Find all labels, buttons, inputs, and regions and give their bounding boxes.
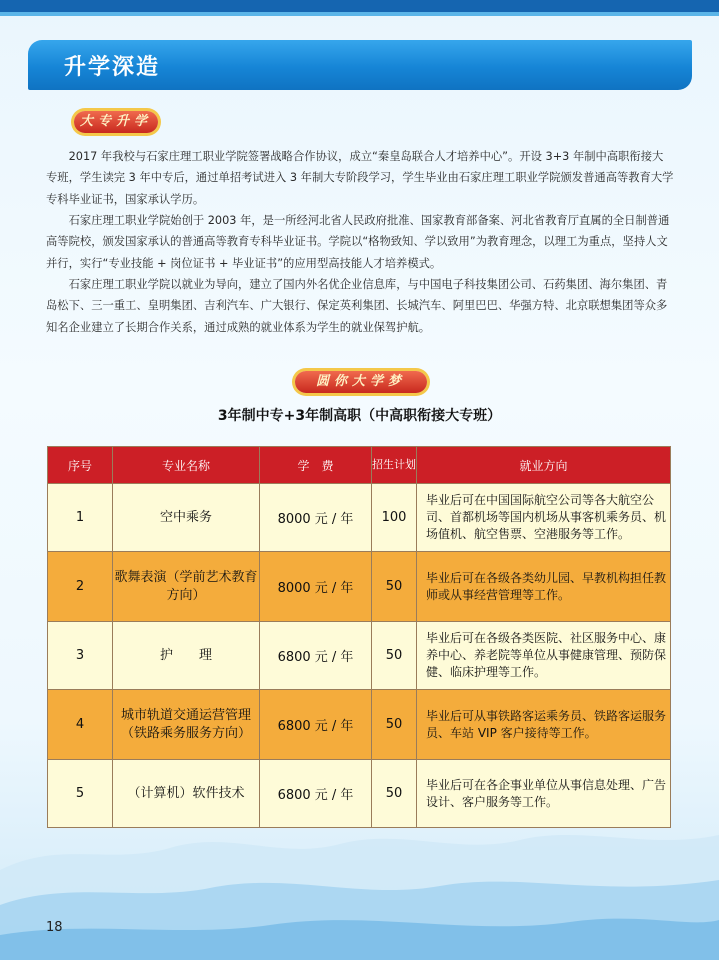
row-major: 歌舞表演（学前艺术教育方向）: [113, 552, 260, 622]
row-fee: 6800 元 / 年: [260, 760, 372, 828]
intro-paragraph-1: 2017 年我校与石家庄理工职业学院签署战略合作协议，成立“秦皇岛联合人才培养中心”。开设 3+3 年制中高职衔接大专班，学生读完 3 年中专后，通过单招考试进入 3 年制大专阶段学习，学生毕业由石家庄理工职业学院颁发普通高等教育大学专科毕业证书，国家承认学历。: [46, 150, 674, 206]
row-no: 2: [48, 552, 113, 622]
row-quota: 50: [372, 760, 417, 828]
table-row: [48, 622, 671, 690]
row-quota: 100: [372, 484, 417, 552]
majors-table: [47, 446, 671, 828]
row-no: 5: [48, 760, 113, 828]
row-career: 毕业后可在各级各类医院、社区服务中心、康养中心、养老院等单位从事健康管理、预防保健、临床护理等工作。: [417, 622, 671, 690]
top-decor-band: [0, 0, 719, 12]
top-decor-line: [0, 12, 719, 16]
page-number: 18: [46, 920, 63, 935]
row-fee: 8000 元 / 年: [260, 552, 372, 622]
table-row: [48, 552, 671, 622]
header-career: 就业方向: [417, 447, 671, 484]
row-major: 空中乘务: [113, 484, 260, 552]
row-career: 毕业后可在各企事业单位从事信息处理、广告设计、客户服务等工作。: [417, 760, 671, 828]
section-badge-college-upgrade: 大专升学: [74, 111, 158, 133]
section-badge-university-dream: 圆你大学梦: [295, 371, 427, 393]
row-quota: 50: [372, 552, 417, 622]
row-quota: 50: [372, 622, 417, 690]
row-career: 毕业后可在各级各类幼儿园、早教机构担任教师或从事经营管理等工作。: [417, 552, 671, 622]
header-no: 序号: [48, 447, 113, 484]
row-fee: 6800 元 / 年: [260, 690, 372, 760]
row-major: 护 理: [113, 622, 260, 690]
row-no: 3: [48, 622, 113, 690]
row-major: 城市轨道交通运营管理（铁路乘务服务方向）: [113, 690, 260, 760]
table-row: [48, 690, 671, 760]
cloud-mountain-backdrop: [0, 810, 719, 960]
header-major: 专业名称: [113, 447, 260, 484]
table-title: 3年制中专+3年制高职（中高职衔接大专班）: [217, 408, 502, 424]
intro-paragraph-3: 石家庄理工职业学院以就业为导向，建立了国内外名优企业信息库，与中国电子科技集团公司、石药集团、海尔集团、青岛松下、三一重工、皇明集团、吉利汽车、广大银行、保定英利集团、长城汽车、阿里巴巴、华强方特、北京联想集团等众多知名企业建立了长期合作关系，通过成熟的就业体系为学生的就业保驾护航。: [46, 278, 668, 334]
page-title: 升学深造: [64, 55, 161, 80]
table-row: [48, 484, 671, 552]
row-no: 4: [48, 690, 113, 760]
row-major: （计算机）软件技术: [113, 760, 260, 828]
header-fee: 学 费: [260, 447, 372, 484]
row-career: 毕业后可从事铁路客运乘务员、铁路客运服务员、车站 VIP 客户接待等工作。: [417, 690, 671, 760]
row-quota: 50: [372, 690, 417, 760]
row-fee: 6800 元 / 年: [260, 622, 372, 690]
row-fee: 8000 元 / 年: [260, 484, 372, 552]
intro-paragraph-2: 石家庄理工职业学院始创于 2003 年，是一所经河北省人民政府批准、国家教育部备案、河北省教育厅直属的全日制普通高等院校，颁发国家承认的普通高等教育专科毕业证书。学院以“格物致知、学以致用”为教育理念，以理工为重点，坚持人文并行，实行“专业技能 + 岗位证书 + 毕业证书”的应用型高技能人才培养模式。: [46, 214, 670, 270]
header-quota: 招生计划: [372, 447, 417, 484]
table-header-row: [48, 447, 671, 484]
row-no: 1: [48, 484, 113, 552]
row-career: 毕业后可在中国国际航空公司等各大航空公司、首都机场等国内机场从事客机乘务员、机场值机、航空售票、空港服务等工作。: [417, 484, 671, 552]
